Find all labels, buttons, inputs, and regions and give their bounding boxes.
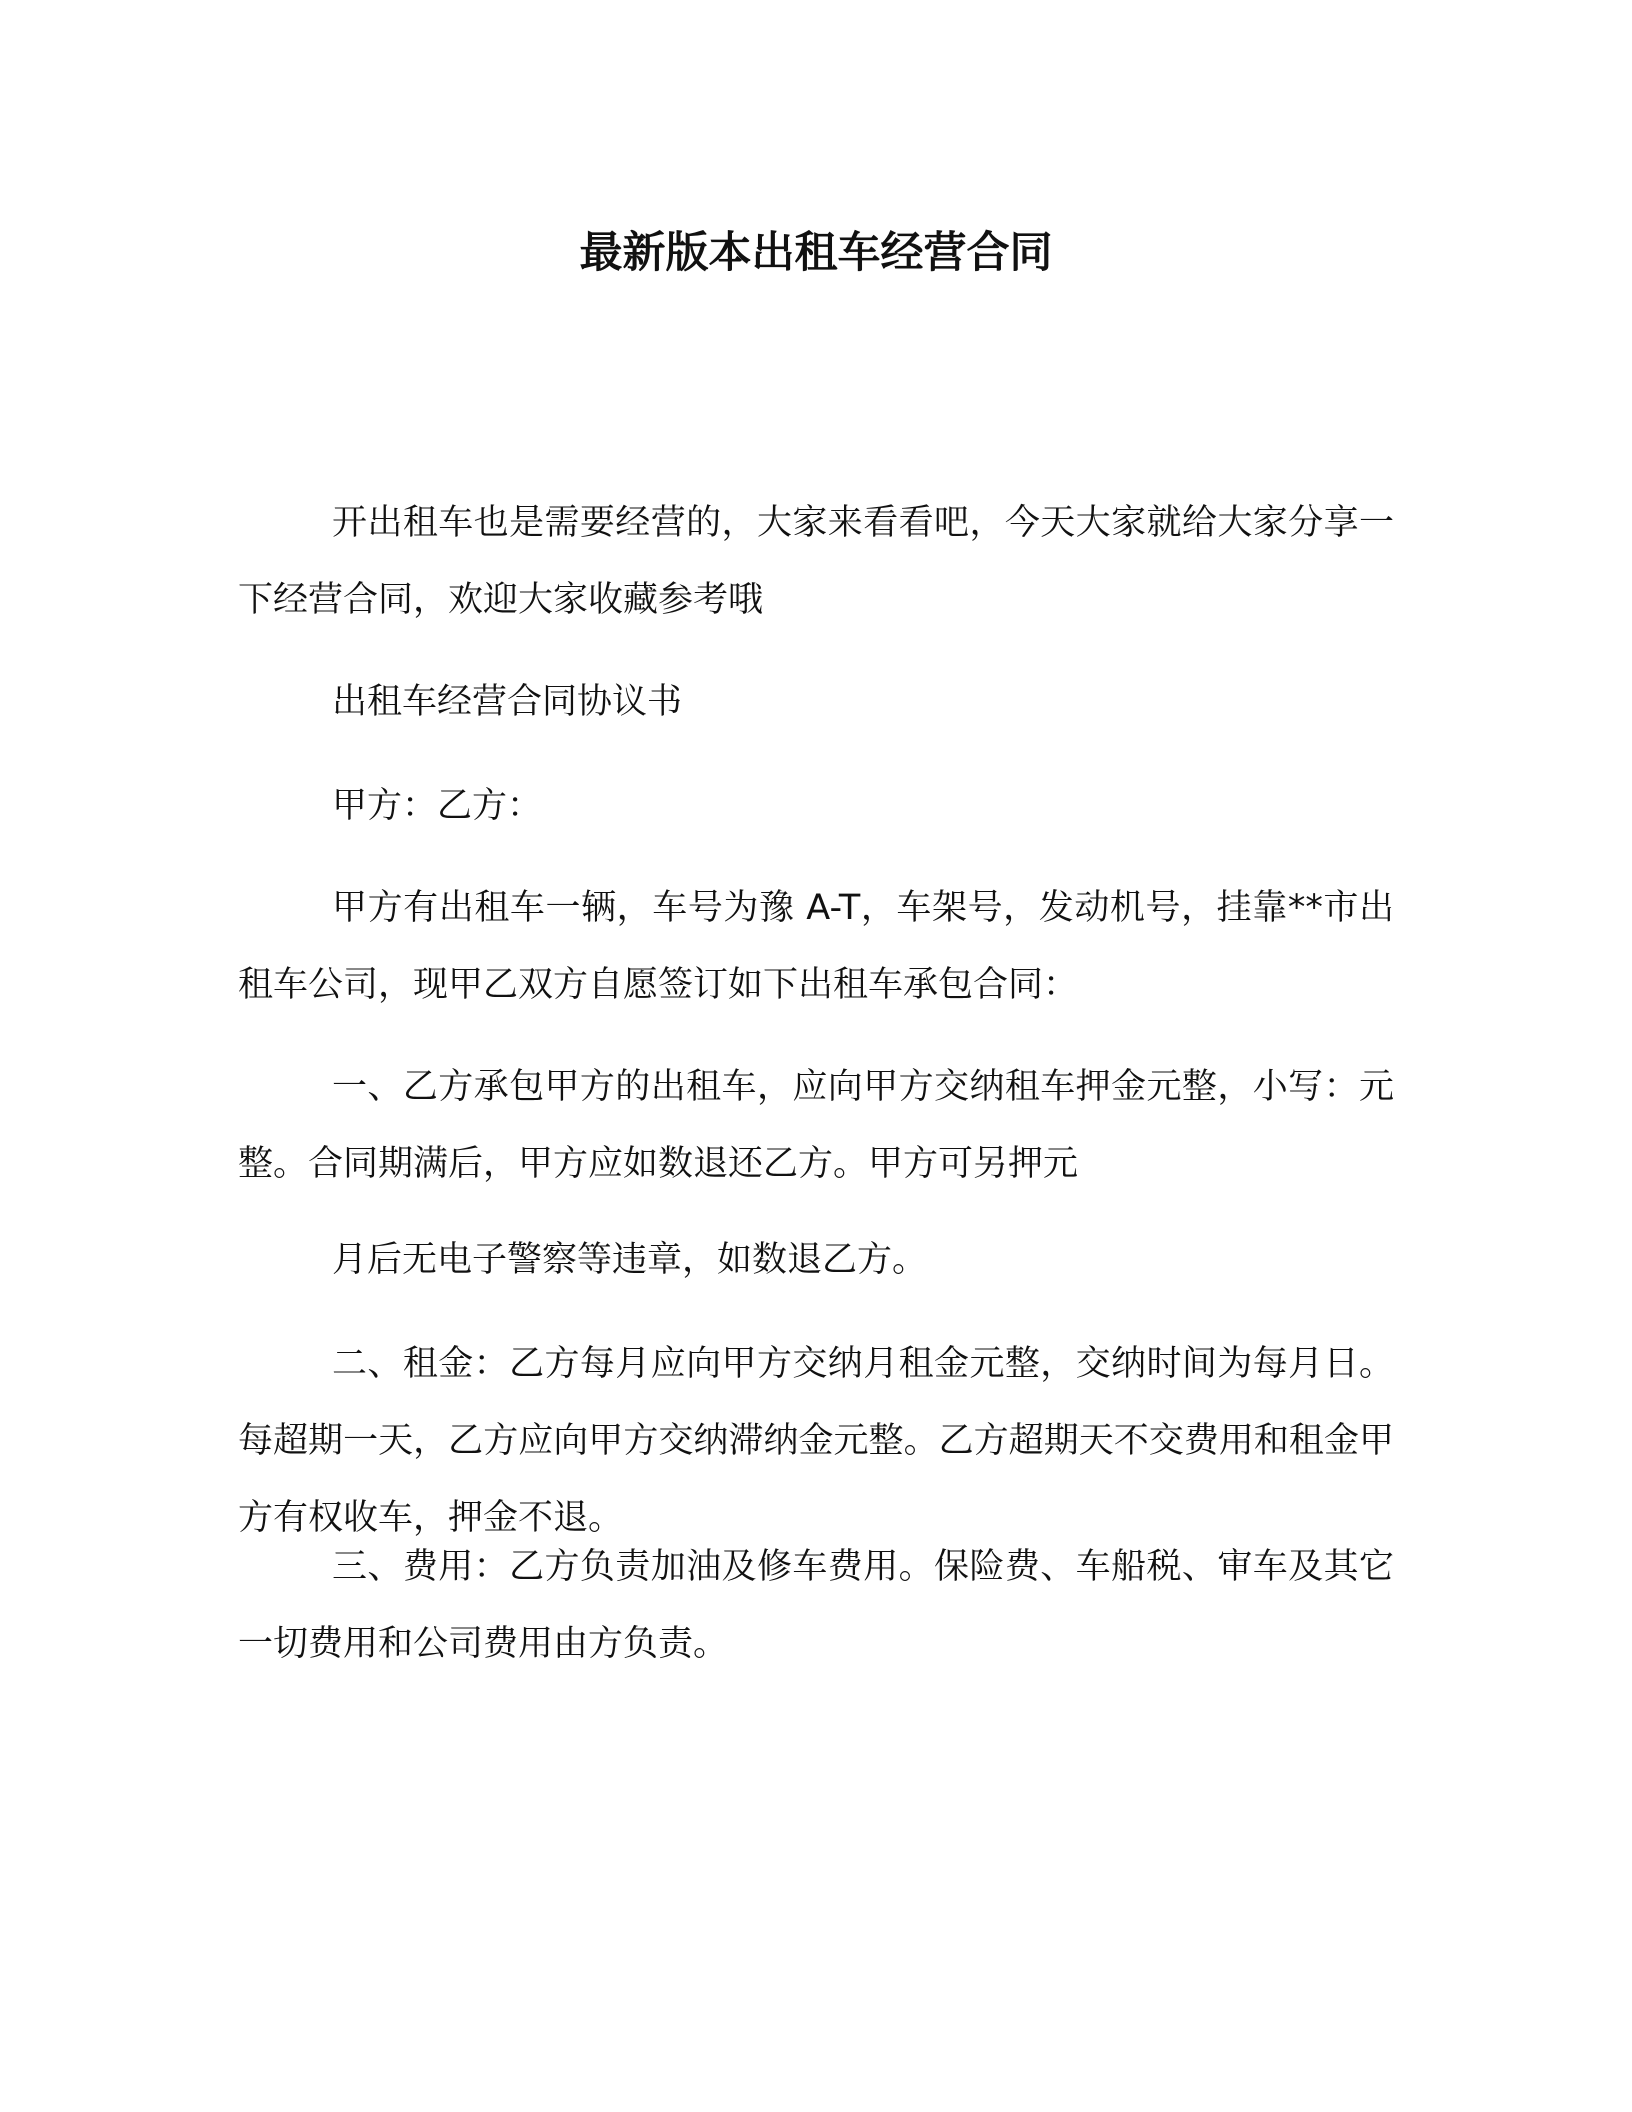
document-title: 最新版本出租车经营合同 bbox=[579, 228, 1053, 278]
clause-deposit-refund: 月后无电子警察等违章，如数退乙方。 bbox=[332, 1240, 928, 1280]
vehicle-paragraph: 甲方有出租车一辆，车号为豫 A-T，车架号，发动机号，挂靠**市出租车公司，现甲乙双方自愿签订如下出租车承包合同： bbox=[238, 888, 1394, 1005]
clause-deposit: 一、乙方承包甲方的出租车，应向甲方交纳租车押金元整，小写：元整。合同期满后，甲方应如数退还乙方。甲方可另押元 bbox=[238, 1067, 1394, 1184]
intro-paragraph: 开出租车也是需要经营的，大家来看看吧，今天大家就给大家分享一下经营合同，欢迎大家收藏参考哦 bbox=[238, 503, 1394, 620]
agreement-heading: 出租车经营合同协议书 bbox=[332, 682, 683, 722]
clause-fees: 三、费用：乙方负责加油及修车费用。保险费、车船税、审车及其它一切费用和公司费用由方负责。 bbox=[238, 1547, 1394, 1664]
clause-rent: 二、租金：乙方每月应向甲方交纳月租金元整，交纳时间为每月日。每超期一天，乙方应向甲方交纳滞纳金元整。乙方超期天不交费用和租金甲方有权收车，押金不退。 bbox=[238, 1344, 1394, 1538]
parties-line: 甲方：乙方： bbox=[332, 786, 543, 826]
